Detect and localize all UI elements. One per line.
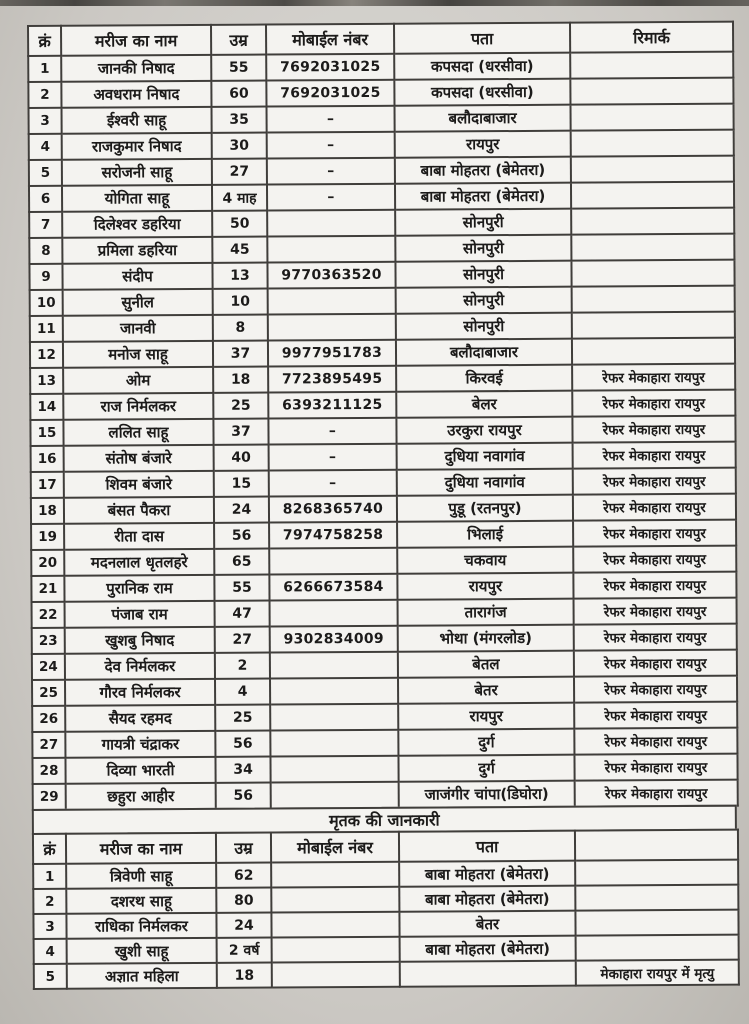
cell-patient-name: जानवी (63, 315, 213, 342)
cell-patient-name: गायत्री चंद्राकर (65, 731, 215, 758)
cell-mobile: – (268, 418, 396, 445)
cell-remark: रेफर मेकाहारा रायपुर (574, 728, 737, 755)
cell-serial: 2 (28, 82, 61, 108)
cell-patient-name: अज्ञात महिला (67, 963, 217, 989)
cell-serial: 23 (32, 628, 65, 654)
cell-age: 45 (212, 237, 267, 263)
cell-mobile (267, 236, 395, 263)
cell-patient-name: संतोष बंजारे (64, 445, 214, 472)
cell-age: 40 (214, 445, 269, 471)
cell-serial: 6 (29, 186, 62, 212)
cell-age: 60 (211, 81, 266, 107)
cell-remark (572, 338, 735, 365)
cell-remark: रेफर मेकाहारा रायपुर (574, 702, 737, 729)
cell-patient-name: राजकुमार निषाद (62, 133, 212, 160)
cell-address: कपसदा (धरसीवा) (394, 79, 570, 106)
cell-mobile (269, 548, 397, 575)
cell-remark: रेफर मेकाहारा रायपुर (574, 676, 737, 703)
cell-patient-name: खुशी साहू (67, 938, 217, 964)
cell-age: 37 (213, 341, 268, 367)
cell-serial: 19 (31, 524, 64, 550)
deceased-table-body (33, 860, 739, 989)
col-header-age: उम्र (211, 25, 266, 55)
cell-age: 56 (216, 783, 271, 809)
cell-address: सोनपुरी (395, 235, 571, 262)
cell-mobile: 6393211125 (268, 392, 396, 419)
cell-remark: रेफर मेकाहारा रायपुर (572, 416, 735, 443)
cell-age: 2 वर्ष (217, 938, 272, 963)
cell-remark (571, 156, 734, 183)
col-header-remark: रिमार्क (570, 22, 733, 53)
cell-remark (576, 935, 739, 961)
cell-patient-name: अवधराम निषाद (61, 81, 211, 108)
cell-mobile (270, 756, 398, 783)
cell-address: बलौदाबाजार (396, 339, 572, 366)
cell-address: दुर्ग (398, 729, 574, 756)
cell-address: दुर्ग (398, 755, 574, 782)
cell-address: सोनपुरी (395, 209, 571, 236)
cell-age: 30 (212, 133, 267, 159)
cell-age: 10 (213, 289, 268, 315)
cell-address: बेतल (398, 651, 574, 678)
cell-mobile: 7692031025 (266, 54, 394, 81)
cell-address: दुधिया नवागांव (397, 443, 573, 470)
cell-age: 56 (214, 523, 269, 549)
cell-mobile: – (267, 106, 395, 133)
cell-age: 56 (215, 731, 270, 757)
cell-remark (570, 104, 733, 131)
cell-remark (575, 910, 738, 936)
cell-age: 65 (214, 549, 269, 575)
cell-mobile (271, 862, 399, 888)
cell-address: सोनपुरी (395, 261, 571, 288)
deceased-table (32, 829, 740, 990)
cell-address: जाजंगीर चांपा(डिघोरा) (399, 781, 575, 808)
cell-age: 62 (216, 863, 271, 888)
cell-age: 18 (217, 963, 272, 988)
col-header-remark-empty (575, 830, 738, 861)
cell-mobile (270, 678, 398, 705)
cell-patient-name: मनोज साहू (63, 341, 213, 368)
cell-serial: 1 (28, 56, 61, 82)
cell-remark (572, 286, 735, 313)
cell-serial: 20 (31, 550, 64, 576)
cell-serial: 29 (33, 784, 66, 810)
cell-mobile: 9977951783 (268, 340, 396, 367)
cell-remark (571, 208, 734, 235)
cell-patient-name: बंसत पैकरा (64, 497, 214, 524)
cell-patient-name: राधिका निर्मलकर (66, 913, 216, 939)
cell-mobile: – (267, 184, 395, 211)
table-row (34, 960, 739, 989)
cell-address: बेलर (396, 391, 572, 418)
cell-remark (575, 860, 738, 886)
cell-serial: 22 (32, 602, 65, 628)
cell-serial: 2 (33, 889, 66, 914)
cell-serial: 5 (34, 964, 67, 989)
cell-serial: 11 (30, 316, 63, 342)
cell-serial: 1 (33, 864, 66, 889)
cell-remark (571, 182, 734, 209)
cell-patient-name: मदनलाल धृतलहरे (64, 549, 214, 576)
cell-address: दुधिया नवागांव (397, 469, 573, 496)
cell-mobile: 8268365740 (269, 496, 397, 523)
cell-mobile: 9770363520 (267, 262, 395, 289)
cell-age: 4 (215, 679, 270, 705)
cell-patient-name: दिव्या भारती (65, 757, 215, 784)
cell-patient-name: योगिता साहू (62, 185, 212, 212)
cell-patient-name: ईश्वरी साहू (62, 107, 212, 134)
cell-remark: रेफर मेकाहारा रायपुर (573, 546, 736, 573)
cell-patient-name: छहुरा आहीर (66, 783, 216, 810)
cell-serial: 17 (31, 472, 64, 498)
patients-table-header-row (28, 22, 733, 56)
cell-address: सोनपुरी (396, 287, 572, 314)
cell-remark (571, 130, 734, 157)
cell-serial: 16 (31, 446, 64, 472)
cell-mobile (270, 704, 398, 731)
cell-remark (570, 52, 733, 79)
cell-mobile: 7974758258 (269, 522, 397, 549)
cell-age: 27 (215, 627, 270, 653)
cell-age: 13 (212, 263, 267, 289)
cell-serial: 5 (29, 160, 62, 186)
cell-serial: 12 (30, 342, 63, 368)
cell-serial: 7 (29, 212, 62, 238)
cell-address: भोथा (मंगरलोड) (398, 625, 574, 652)
col-header-age: उम्र (216, 833, 271, 863)
col-header-serial: क्रं (33, 834, 66, 864)
cell-age: 37 (213, 419, 268, 445)
cell-patient-name: पंजाब राम (65, 601, 215, 628)
cell-patient-name: रीता दास (64, 523, 214, 550)
cell-patient-name: पुरानिक राम (64, 575, 214, 602)
deceased-table-header-row (33, 830, 738, 864)
col-header-serial: क्रं (28, 26, 61, 56)
cell-address: कपसदा (धरसीवा) (394, 53, 570, 80)
cell-age: 24 (214, 497, 269, 523)
col-header-address: पता (399, 831, 575, 862)
cell-remark: रेफर मेकाहारा रायपुर (574, 754, 737, 781)
cell-address: भिलाई (397, 521, 573, 548)
cell-patient-name: सैयद रहमद (65, 705, 215, 732)
cell-remark (572, 312, 735, 339)
col-header-name: मरीज का नाम (61, 25, 211, 56)
cell-age: 47 (215, 601, 270, 627)
cell-mobile (268, 288, 396, 315)
cell-age: 80 (216, 888, 271, 913)
deceased-section-title: मृतक की जानकारी (32, 805, 737, 835)
cell-mobile (270, 730, 398, 757)
cell-address: बाबा मोहतरा (बेमेतरा) (399, 861, 575, 887)
cell-age: 18 (213, 367, 268, 393)
cell-age: 55 (214, 575, 269, 601)
cell-serial: 21 (31, 576, 64, 602)
cell-mobile (270, 600, 398, 627)
cell-age: 27 (212, 159, 267, 185)
cell-mobile (271, 912, 399, 938)
cell-age: 15 (214, 471, 269, 497)
cell-mobile (272, 937, 400, 963)
cell-remark: रेफर मेकाहारा रायपुर (572, 390, 735, 417)
cell-age: 50 (212, 211, 267, 237)
cell-serial: 28 (32, 758, 65, 784)
cell-age: 25 (213, 393, 268, 419)
cell-age: 35 (212, 107, 267, 133)
cell-serial: 8 (29, 238, 62, 264)
cell-age: 34 (215, 757, 270, 783)
cell-mobile (268, 314, 396, 341)
cell-mobile: 6266673584 (269, 574, 397, 601)
cell-address: बेतर (398, 677, 574, 704)
cell-patient-name: ललित साहू (63, 419, 213, 446)
cell-address: बेतर (399, 911, 575, 937)
cell-age: 25 (215, 705, 270, 731)
cell-address: बलौदाबाजार (395, 105, 571, 132)
col-header-mobile: मोबाईल नंबर (266, 24, 394, 55)
cell-address: रायपुर (397, 573, 573, 600)
cell-serial: 15 (30, 420, 63, 446)
cell-mobile: – (267, 132, 395, 159)
cell-age: 4 माह (212, 185, 267, 211)
cell-address: सोनपुरी (396, 313, 572, 340)
cell-patient-name: सुनील (63, 289, 213, 316)
cell-patient-name: प्रमिला डहरिया (62, 237, 212, 264)
cell-remark: रेफर मेकाहारा रायपुर (573, 442, 736, 469)
cell-address: रायपुर (395, 131, 571, 158)
cell-address: बाबा मोहतरा (बेमेतरा) (395, 183, 571, 210)
cell-mobile (267, 210, 395, 237)
cell-mobile (271, 887, 399, 913)
cell-serial: 3 (33, 914, 66, 939)
cell-patient-name: ओम (63, 367, 213, 394)
cell-remark (571, 234, 734, 261)
patients-table (27, 21, 739, 811)
cell-serial: 4 (34, 939, 67, 964)
cell-serial: 4 (29, 134, 62, 160)
cell-patient-name: दिलेश्वर डहरिया (62, 211, 212, 238)
cell-mobile: 7723895495 (268, 366, 396, 393)
cell-patient-name: जानकी निषाद (61, 55, 211, 82)
cell-remark (570, 78, 733, 105)
cell-serial: 10 (30, 290, 63, 316)
cell-serial: 14 (30, 394, 63, 420)
cell-mobile: 7692031025 (266, 80, 394, 107)
cell-mobile (271, 782, 399, 809)
cell-remark: रेफर मेकाहारा रायपुर (573, 468, 736, 495)
cell-patient-name: दशरथ साहू (66, 888, 216, 914)
cell-mobile: 9302834009 (270, 626, 398, 653)
cell-address (400, 961, 576, 987)
col-header-address: पता (394, 23, 570, 54)
cell-remark: रेफर मेकाहारा रायपुर (574, 598, 737, 625)
cell-address: बाबा मोहतरा (बेमेतरा) (395, 157, 571, 184)
cell-address: बाबा मोहतरा (बेमेतरा) (400, 936, 576, 962)
cell-patient-name: खुशबु निषाद (65, 627, 215, 654)
scan-edge-artifact (0, 0, 749, 6)
cell-serial: 9 (29, 264, 62, 290)
cell-address: बाबा मोहतरा (बेमेतरा) (399, 886, 575, 912)
cell-address: किरवई (396, 365, 572, 392)
cell-mobile: – (269, 470, 397, 497)
cell-serial: 3 (29, 108, 62, 134)
cell-patient-name: देव निर्मलकर (65, 653, 215, 680)
cell-remark: रेफर मेकाहारा रायपुर (575, 780, 738, 807)
cell-serial: 24 (32, 654, 65, 680)
cell-age: 24 (216, 913, 271, 938)
cell-remark (575, 885, 738, 911)
cell-serial: 26 (32, 706, 65, 732)
cell-address: चकवाय (397, 547, 573, 574)
cell-patient-name: सरोजनी साहू (62, 159, 212, 186)
cell-serial: 18 (31, 498, 64, 524)
cell-serial: 13 (30, 368, 63, 394)
cell-age: 2 (215, 653, 270, 679)
cell-remark: रेफर मेकाहारा रायपुर (572, 364, 735, 391)
cell-remark: मेकाहारा रायपुर में मृत्यु (576, 960, 739, 986)
cell-mobile: – (269, 444, 397, 471)
cell-mobile (270, 652, 398, 679)
cell-age: 55 (211, 55, 266, 81)
cell-age: 8 (213, 315, 268, 341)
cell-address: उरकुरा रायपुर (396, 417, 572, 444)
cell-address: रायपुर (398, 703, 574, 730)
cell-mobile: – (267, 158, 395, 185)
cell-remark (571, 260, 734, 287)
cell-patient-name: गौरव निर्मलकर (65, 679, 215, 706)
cell-remark: रेफर मेकाहारा रायपुर (574, 624, 737, 651)
cell-remark: रेफर मेकाहारा रायपुर (573, 572, 736, 599)
cell-remark: रेफर मेकाहारा रायपुर (573, 494, 736, 521)
cell-patient-name: संदीप (62, 263, 212, 290)
cell-serial: 27 (32, 732, 65, 758)
cell-remark: रेफर मेकाहारा रायपुर (573, 520, 736, 547)
patients-table-body (28, 52, 738, 810)
patient-list-document (27, 21, 738, 990)
cell-patient-name: शिवम बंजारे (64, 471, 214, 498)
cell-serial: 25 (32, 680, 65, 706)
cell-address: तारागंज (398, 599, 574, 626)
cell-remark: रेफर मेकाहारा रायपुर (574, 650, 737, 677)
col-header-name: मरीज का नाम (66, 833, 216, 864)
cell-patient-name: त्रिवेणी साहू (66, 863, 216, 889)
col-header-mobile: मोबाईल नंबर (271, 832, 399, 863)
cell-address: पुडू (रतनपुर) (397, 495, 573, 522)
cell-patient-name: राज निर्मलकर (63, 393, 213, 420)
cell-mobile (272, 962, 400, 988)
